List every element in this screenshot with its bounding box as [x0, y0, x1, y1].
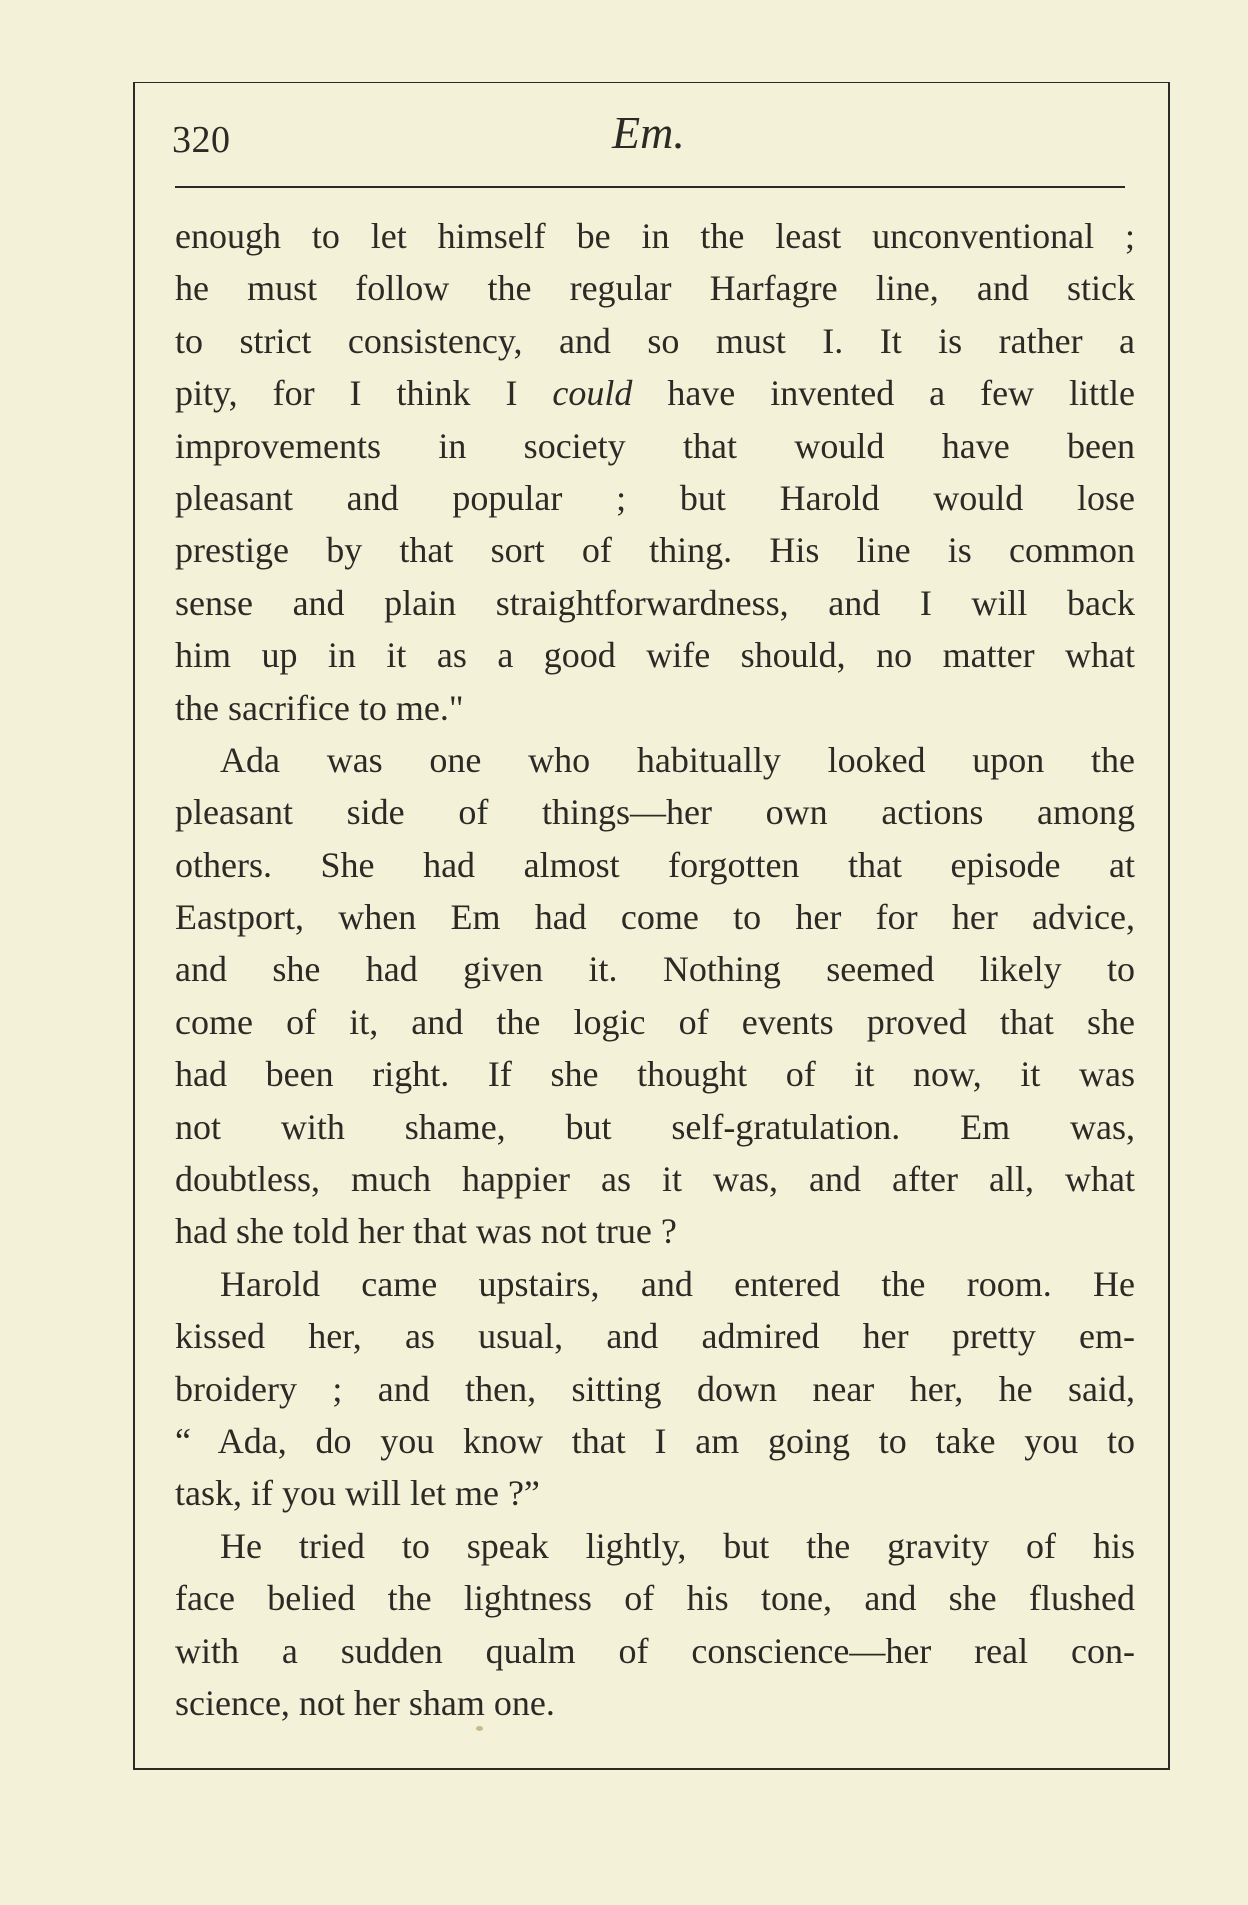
text-line: Eastport, when Em had come to her for her advice, — [175, 897, 1135, 938]
text-line: come of it, and the logic of events proved that she — [175, 1001, 1135, 1042]
body-text — [175, 210, 1135, 1729]
text-line: enough to let himself be in the least unconventional ; — [175, 216, 1135, 256]
text-line: Ada was one who habitually looked upon the — [220, 739, 1135, 780]
text-line: pleasant and popular ; but Harold would lose — [175, 477, 1135, 518]
text-line: task, if you will let me ?” — [175, 1473, 540, 1514]
page-number: 320 — [172, 119, 231, 161]
text-line: pleasant side of things—her own actions among — [175, 792, 1135, 833]
text-line: not with shame, but self-gratulation. Em was, — [175, 1106, 1135, 1147]
running-title: Em. — [612, 107, 685, 158]
header-rule — [175, 186, 1125, 188]
text-line: sense and plain straightforwardness, and I will back — [175, 582, 1135, 623]
text-line: to strict consistency, and so must I. It is rather a — [175, 320, 1135, 361]
text-line: kissed her, as usual, and admired her pretty em- — [175, 1316, 1135, 1357]
text-line: had been right. If she thought of it now, it was — [175, 1054, 1135, 1095]
text-line: him up in it as a good wife should, no matter what — [175, 635, 1135, 676]
text-line: he must follow the regular Harfagre line, and stick — [175, 268, 1135, 309]
text-line — [175, 367, 1135, 419]
text-line: doubtless, much happier as it was, and after all, what — [175, 1159, 1135, 1200]
italic-emphasis: could — [552, 373, 633, 414]
text-line: had she told her that was not true ? — [175, 1211, 677, 1252]
text-line: He tried to speak lightly, but the gravity of his — [220, 1525, 1135, 1566]
text-line: the sacrifice to me." — [175, 687, 464, 728]
text-line: broidery ; and then, sitting down near her, he said, — [175, 1368, 1135, 1409]
text-line: improvements in society that would have been — [175, 425, 1135, 466]
text-fragment: have invented a few little — [667, 373, 1135, 414]
text-line: “ Ada, do you know that I am going to take you to — [175, 1420, 1135, 1461]
text-line: face belied the lightness of his tone, and she flushed — [175, 1578, 1135, 1619]
paper-speck — [476, 1726, 483, 1731]
text-fragment: pity, for I think I — [175, 373, 518, 414]
text-line: prestige by that sort of thing. His line is common — [175, 530, 1135, 571]
text-line: others. She had almost forgotten that episode at — [175, 844, 1135, 885]
text-line: science, not her sham one. — [175, 1682, 555, 1723]
text-line: with a sudden qualm of conscience—her real con- — [175, 1630, 1135, 1671]
text-line: and she had given it. Nothing seemed likely to — [175, 949, 1135, 990]
text-line: Harold came upstairs, and entered the room. He — [220, 1263, 1135, 1304]
